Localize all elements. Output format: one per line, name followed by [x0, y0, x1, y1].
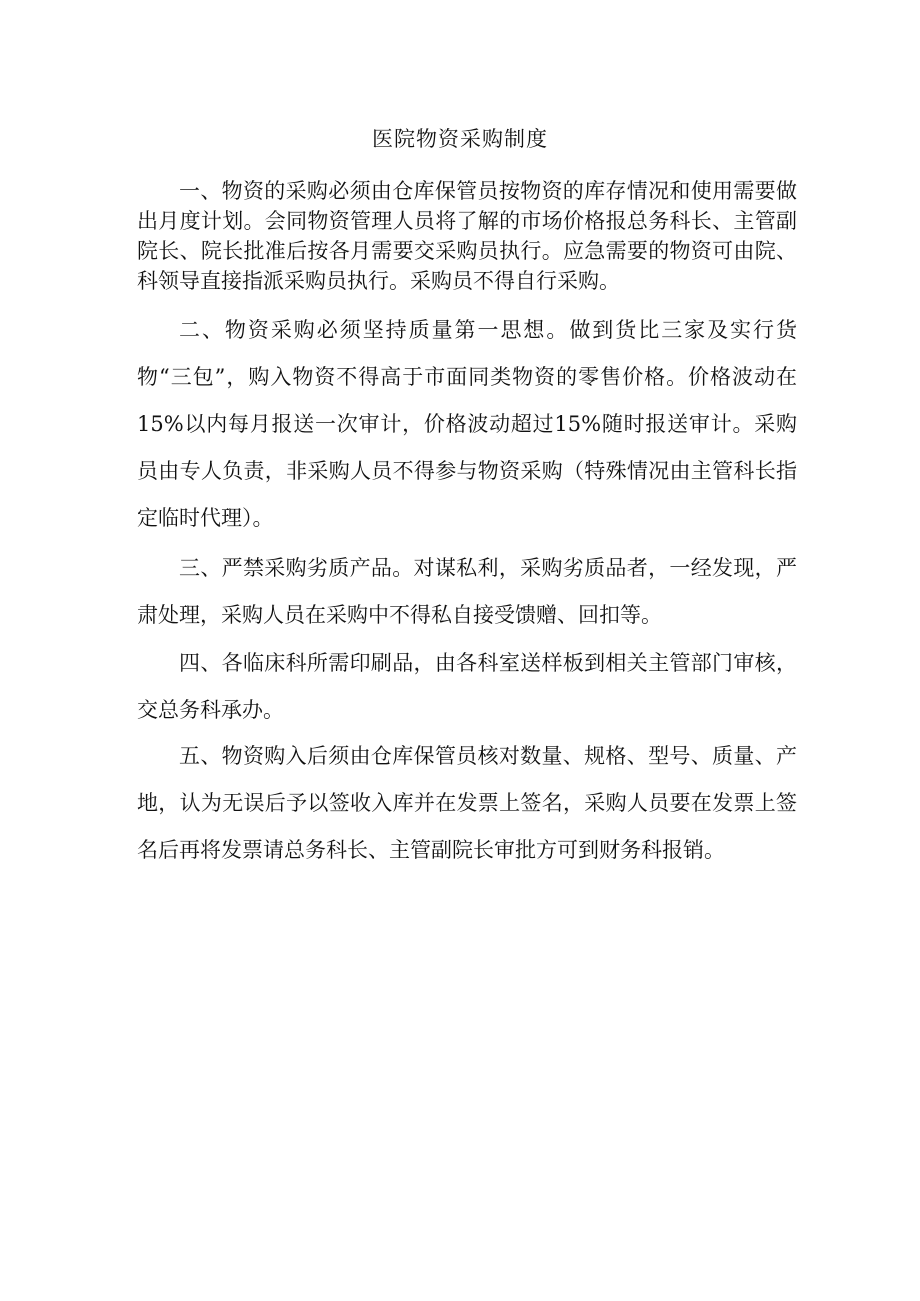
paragraph-1: 一、物资的采购必须由仓库保管员按物资的库存情况和使用需要做出月度计划。会同物资管理人员将了解的市场价格报总务科长、主管副院长、院长批准后按各月需要交采购员执行。应急需要的物资可由院、科领导直接指派采购员执行。采购员不得自行采购。 — [137, 179, 797, 293]
paragraph-5: 五、物资购入后须由仓库保管员核对数量、规格、型号、质量、产地，认为无误后予以签收入库并在发票上签名，采购人员要在发票上签名后再将发票请总务科长、主管副院长审批方可到财务科报销。 — [137, 744, 797, 862]
paragraph-4: 四、各临床科所需印刷品，由各科室送样板到相关主管部门审核，交总务科承办。 — [137, 651, 797, 722]
document-title: 医院物资采购制度 — [372, 127, 548, 151]
paragraph-2: 二、物资采购必须坚持质量第一思想。做到货比三家及实行货物“三包”，购入物资不得高于市面同类物资的零售价格。价格波动在15%以内每月报送一次审计，价格波动超过15%随时报送审计。采购员由专人负责，非采购人员不得参与物资采购（特殊情况由主管科长指定临时代理）。 — [137, 318, 797, 530]
paragraph-3: 三、严禁采购劣质产品。对谋私利，采购劣质品者，一经发现，严肃处理，采购人员在采购中不得私自接受馈赠、回扣等。 — [137, 556, 797, 627]
